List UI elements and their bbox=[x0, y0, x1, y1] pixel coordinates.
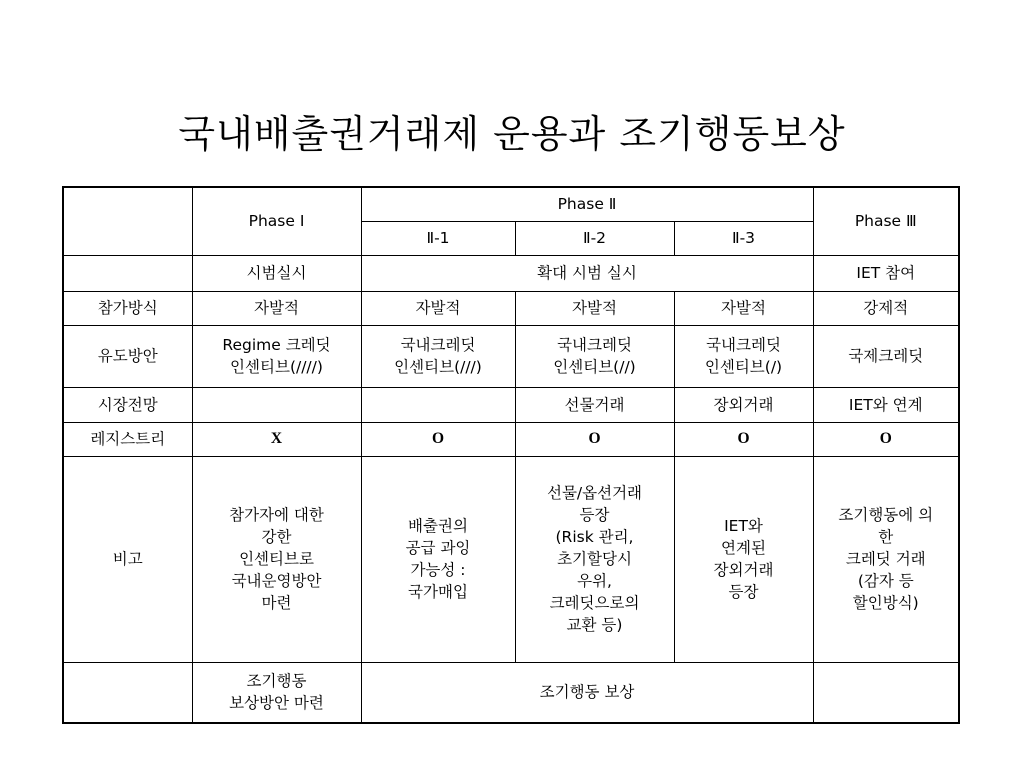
cell-phase2-2: 국내크레딧 인센티브(//) bbox=[515, 325, 674, 387]
table-row-remarks bbox=[63, 456, 959, 662]
cell-phase3: O bbox=[813, 422, 959, 456]
table-row-implementation bbox=[63, 255, 959, 291]
row-label: 비고 bbox=[63, 456, 192, 662]
table-row-market bbox=[63, 387, 959, 422]
row-label: 레지스트리 bbox=[63, 422, 192, 456]
header-phase2-2: Ⅱ-2 bbox=[515, 221, 674, 255]
cell-phase2-3: 자발적 bbox=[674, 291, 813, 325]
header-phase2-3: Ⅱ-3 bbox=[674, 221, 813, 255]
header-phase2-1: Ⅱ-1 bbox=[361, 221, 515, 255]
cell-phase1 bbox=[192, 387, 361, 422]
cell-phase3: IET와 연계 bbox=[813, 387, 959, 422]
cell-phase1: Regime 크레딧 인센티브(////) bbox=[192, 325, 361, 387]
cell-phase2-2: 자발적 bbox=[515, 291, 674, 325]
cell-phase2-1: 자발적 bbox=[361, 291, 515, 325]
cell-phase2: 확대 시범 실시 bbox=[361, 255, 813, 291]
cell-phase3 bbox=[813, 662, 959, 723]
table-row-registry bbox=[63, 422, 959, 456]
table-row-incentive bbox=[63, 325, 959, 387]
cell-phase2-2: 선물/옵션거래 등장 (Risk 관리, 초기할당시 우위, 크레딧으로의 교환 등) bbox=[515, 456, 674, 662]
cell-phase2-1: O bbox=[361, 422, 515, 456]
table-row-participation bbox=[63, 291, 959, 325]
header-row bbox=[63, 187, 959, 221]
cell-phase2-2: O bbox=[515, 422, 674, 456]
phase-comparison-table bbox=[62, 186, 960, 724]
header-phase2: Phase Ⅱ bbox=[361, 187, 813, 221]
cell-phase2-1 bbox=[361, 387, 515, 422]
row-label: 유도방안 bbox=[63, 325, 192, 387]
page-title: 국내배출권거래제 운용과 조기행동보상 bbox=[178, 112, 846, 156]
cell-phase3: 강제적 bbox=[813, 291, 959, 325]
cell-phase3: 국제크레딧 bbox=[813, 325, 959, 387]
header-empty-cell bbox=[63, 187, 192, 255]
row-label bbox=[63, 662, 192, 723]
header-phase3: Phase Ⅲ bbox=[813, 187, 959, 255]
cell-phase2-2: 선물거래 bbox=[515, 387, 674, 422]
cell-phase2-3: IET와 연계된 장외거래 등장 bbox=[674, 456, 813, 662]
table-row-early-action bbox=[63, 662, 959, 723]
cell-phase3: IET 참여 bbox=[813, 255, 959, 291]
cell-phase2-1: 배출권의 공급 과잉 가능성 : 국가매입 bbox=[361, 456, 515, 662]
cell-phase1: 시범실시 bbox=[192, 255, 361, 291]
cell-phase2-3: 장외거래 bbox=[674, 387, 813, 422]
cell-phase2-1: 국내크레딧 인센티브(///) bbox=[361, 325, 515, 387]
cell-phase2-3: 국내크레딧 인센티브(/) bbox=[674, 325, 813, 387]
cell-phase1: 자발적 bbox=[192, 291, 361, 325]
cell-phase2-3: O bbox=[674, 422, 813, 456]
cell-phase1: X bbox=[192, 422, 361, 456]
row-label: 참가방식 bbox=[63, 291, 192, 325]
cell-phase1: 참가자에 대한 강한 인센티브로 국내운영방안 마련 bbox=[192, 456, 361, 662]
row-label bbox=[63, 255, 192, 291]
row-label: 시장전망 bbox=[63, 387, 192, 422]
cell-phase2: 조기행동 보상 bbox=[361, 662, 813, 723]
cell-phase3: 조기행동에 의 한 크레딧 거래 (감자 등 할인방식) bbox=[813, 456, 959, 662]
cell-phase1: 조기행동 보상방안 마련 bbox=[192, 662, 361, 723]
header-phase1: Phase Ⅰ bbox=[192, 187, 361, 255]
